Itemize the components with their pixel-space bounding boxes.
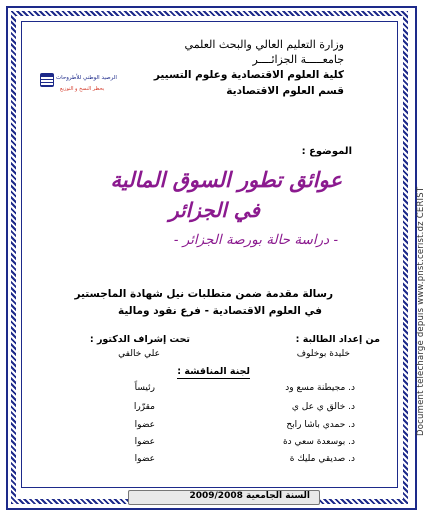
- thesis-purpose-line2: في العلوم الاقتصادية - فرع نقود ومالية: [117, 305, 322, 317]
- committee-member-name: د. حمدي باشا رابح: [286, 420, 355, 430]
- committee-member-role: رئيساً: [134, 383, 155, 393]
- department-name: قسم العلوم الاقتصادية: [226, 85, 344, 97]
- faculty-name: كلية العلوم الاقتصادية وعلوم التسيير: [153, 69, 344, 81]
- book-stack-icon: [40, 73, 54, 87]
- committee-member-role: مقرّرا: [133, 402, 155, 412]
- ministry-name: وزارة التعليم العالي والبحث العلمي: [184, 38, 344, 51]
- university-name: جامعـــــة الجزائــــر: [252, 53, 344, 66]
- thesis-subtitle: - دراسة حالة بورصة الجزائر -: [173, 232, 338, 248]
- logo-note: يحظر النسخ و التوزيع: [60, 86, 105, 92]
- committee-title: لجنة المناقشة :: [177, 366, 250, 377]
- committee-member-name: د. خالق ي عل ي: [291, 402, 355, 412]
- download-source-text: Document téléchargé depuis www.pnst.cerist.dz CERIST: [416, 186, 426, 436]
- academic-year: السنة الجامعية 2009/2008: [189, 491, 310, 501]
- committee-member-name: د. بوسعدة سعي دة: [282, 437, 355, 447]
- committee-member-name: د. صديقي مليك ة: [289, 454, 355, 464]
- thesis-purpose-line1: رسالة مقدمة ضمن متطلبات نيل شهادة الماجستير: [74, 288, 333, 300]
- supervisor-label: تحت إشراف الدكتور :: [89, 334, 190, 345]
- thesis-title-line1: عوائق تطور السوق المالية: [110, 167, 342, 192]
- logo-name: الرصيد الوطني للأطروحات: [56, 75, 117, 81]
- student-name: خليدة بوخلوف: [296, 349, 350, 359]
- subject-label: الموضوع :: [301, 146, 352, 157]
- committee-member-role: عضوا: [134, 454, 155, 464]
- thesis-title-line2: في الجزائر: [169, 198, 260, 222]
- committee-member-role: عضوا: [134, 420, 155, 430]
- student-label: من إعداد الطالبة :: [295, 334, 380, 345]
- committee-member-role: عضوا: [134, 437, 155, 447]
- supervisor-name: علي خالفي: [118, 349, 160, 359]
- committee-member-name: د. مجيطنة مسع ود: [285, 383, 355, 393]
